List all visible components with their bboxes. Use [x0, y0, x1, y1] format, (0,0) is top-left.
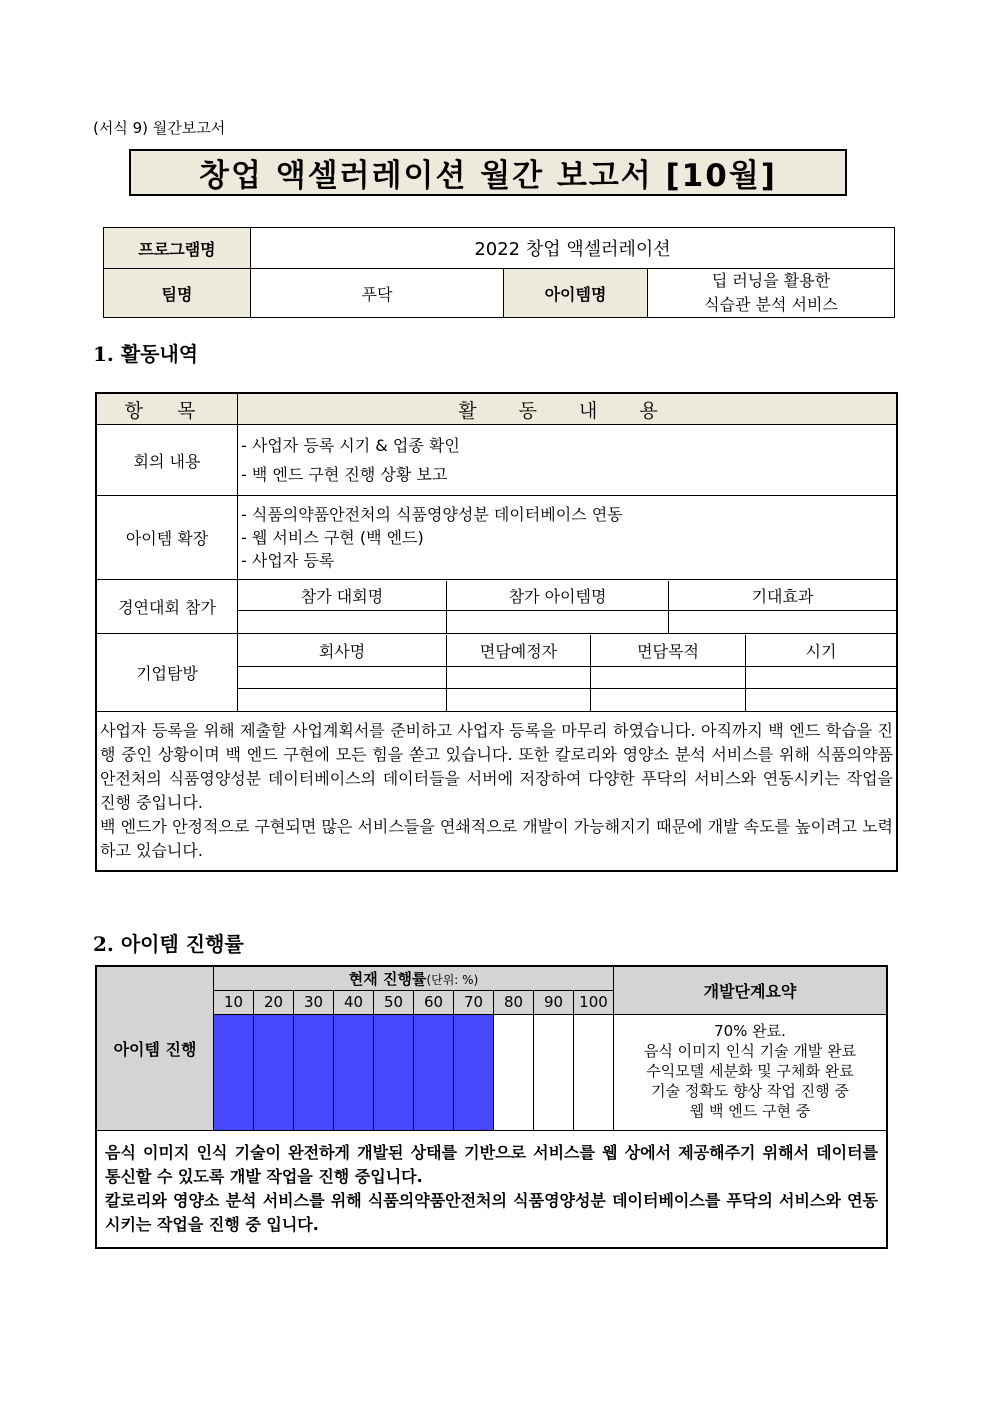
expand-content [238, 496, 898, 580]
progress-segment [294, 1014, 334, 1130]
contest-header: 기대효과 [669, 581, 897, 611]
progress-note-p1: 음식 이미지 인식 기술이 완전하게 개발된 상태를 기반으로 서비스를 웹 상에서 제공해주기 위해서 데이터를 통신할 수 있도록 개발 작업을 진행 중입니다. [105, 1142, 878, 1186]
activity-summary [96, 712, 897, 872]
tick-label: 50 [374, 990, 414, 1014]
visit-label: 기업탐방 [96, 634, 238, 712]
expand-label: 아이템 확장 [96, 496, 238, 580]
visit-table [238, 635, 896, 711]
meeting-label: 회의 내용 [96, 425, 238, 496]
visit-header: 회사명 [318, 641, 366, 661]
activity-summary-p2: 백 엔드가 안정적으로 구현되면 많은 서비스들을 연쇄적으로 개발이 가능해지기 때문에 개발 속도를 높이려고 노력하고 있습니다. [100, 817, 893, 860]
program-label: 프로그램명 [104, 228, 251, 269]
visit-cell [447, 689, 591, 711]
contest-header: 참가 아이템명 [447, 581, 669, 611]
activity-table [95, 392, 898, 872]
progress-table [95, 965, 888, 1249]
tick-label: 90 [534, 990, 574, 1014]
meeting-item: - 백 엔드 구현 진행 상황 보고 [241, 465, 448, 484]
progress-note [96, 1130, 887, 1248]
contest-label: 경연대회 참가 [96, 580, 238, 634]
tick-label: 80 [494, 990, 534, 1014]
progress-segment [374, 1014, 414, 1130]
progress-segment [574, 1014, 614, 1130]
program-info-table [103, 227, 895, 318]
contest-content [238, 580, 898, 634]
expand-item: - 식품의약품안전처의 식품영양성분 데이터베이스 연동 [241, 505, 623, 524]
bar-row [96, 1014, 887, 1130]
contest-header: 참가 대회명 [300, 586, 384, 606]
progress-segment [534, 1014, 574, 1130]
tick-label: 70 [454, 990, 494, 1014]
visit-cell [591, 667, 746, 689]
header-content: 활 동 내 용 [238, 393, 898, 425]
visit-header: 면담예정자 [447, 635, 591, 667]
progress-row-label: 아이템 진행 [96, 966, 214, 1130]
summary-content [614, 1014, 888, 1130]
progress-segment [414, 1014, 454, 1130]
summary-line: 음식 이미지 인식 기술 개발 완료 [643, 1041, 857, 1060]
tick-label: 20 [254, 990, 294, 1014]
summary-line: 웹 백 엔드 구현 중 [689, 1101, 811, 1120]
summary-line: 70% 완료. [714, 1021, 786, 1040]
progress-segment [494, 1014, 534, 1130]
unit-label: (단위: %) [426, 972, 479, 987]
visit-cell [591, 689, 746, 711]
item-value-line2: 식습관 분석 서비스 [704, 295, 838, 314]
visit-cell [238, 689, 447, 711]
current-progress-label: 현재 진행률 [348, 969, 427, 988]
progress-note-p2: 칼로리와 영양소 분석 서비스를 위해 식품의약품안전처의 식품영양성분 데이터베이스를 푸닥의 서비스와 연동시키는 작업을 진행 중 입니다. [105, 1190, 878, 1234]
meeting-item: - 사업자 등록 시기 & 업종 확인 [241, 436, 460, 455]
progress-segment [334, 1014, 374, 1130]
visit-header: 시기 [746, 635, 897, 667]
contest-cell [669, 611, 897, 633]
visit-cell [746, 689, 897, 711]
form-label: (서식 9) 월간보고서 [93, 119, 226, 137]
contest-table [238, 581, 896, 633]
summary-header: 개발단계요약 [614, 966, 888, 1014]
progress-segment [254, 1014, 294, 1130]
contest-cell [447, 611, 669, 633]
section-1-heading: 1. 활동내역 [93, 342, 199, 366]
activity-summary-p1: 사업자 등록을 위해 제출할 사업계획서를 준비하고 사업자 등록을 마무리 하였습니다. 아직까지 백 엔드 학습을 진행 중인 상황이며 백 엔드 구현에 모든 힘을 쏟고 있습니다. 또한 칼로리와 영양소 분석 서비스를 위해 식품의약품안전처의 식품영양성분 데이터베이스의 데이터들을 서버에 저장하여 다양한 푸닥의 서비스와 연동시키는 작업을 진행 중입니다. [100, 721, 893, 812]
visit-cell [746, 667, 897, 689]
progress-segment [214, 1014, 254, 1130]
item-label: 아이템명 [504, 269, 648, 318]
summary-line: 기술 정확도 향상 작업 진행 중 [651, 1081, 849, 1100]
summary-line: 수익모델 세분화 및 구체화 완료 [646, 1061, 854, 1080]
team-value: 푸닥 [251, 269, 504, 318]
expand-item: - 사업자 등록 [241, 551, 335, 570]
item-value-line1: 딥 러닝을 활용한 [711, 271, 831, 290]
visit-content [238, 634, 898, 712]
tick-label: 10 [214, 990, 254, 1014]
team-label: 팀명 [104, 269, 251, 318]
expand-item: - 웹 서비스 구현 (백 엔드) [241, 528, 424, 547]
program-value: 2022 창업 액셀러레이션 [251, 228, 895, 269]
tick-label: 100 [574, 990, 614, 1014]
visit-cell [447, 667, 591, 689]
progress-segment [454, 1014, 494, 1130]
document-title [129, 149, 847, 196]
header-item: 항 목 [96, 393, 238, 425]
contest-cell [238, 611, 447, 633]
tick-label: 30 [294, 990, 334, 1014]
current-progress-header [214, 966, 614, 990]
tick-label: 60 [414, 990, 454, 1014]
item-value [648, 269, 895, 318]
document-title-text: 창업 액셀러레이션 월간 보고서 [10월] [199, 158, 777, 194]
visit-header: 면담목적 [591, 635, 746, 667]
section-2-heading: 2. 아이템 진행률 [93, 932, 244, 956]
meeting-content [238, 425, 898, 496]
tick-label: 40 [334, 990, 374, 1014]
visit-cell [238, 667, 447, 689]
